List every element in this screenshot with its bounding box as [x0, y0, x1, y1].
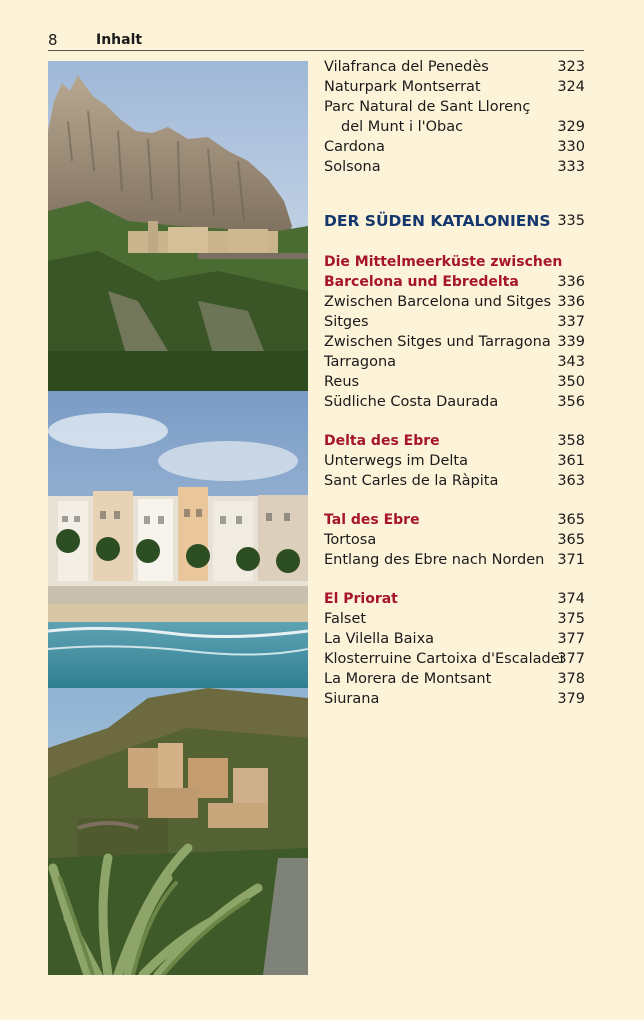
toc-entry[interactable]: Tortosa 365 — [324, 532, 585, 548]
toc-entry[interactable]: Siurana 379 — [324, 691, 585, 707]
toc-entry[interactable]: Falset 375 — [324, 611, 585, 627]
toc-entry[interactable]: Südliche Costa Daurada 356 — [324, 394, 585, 410]
table-of-contents — [324, 57, 585, 709]
toc-entry[interactable]: Cardona 330 — [324, 139, 585, 155]
toc-section-heading[interactable]: Barcelona und Ebredelta 336 — [324, 274, 585, 290]
toc-entry[interactable]: Tarragona 343 — [324, 354, 585, 370]
toc-section-heading[interactable]: Die Mittelmeerküste zwischen — [324, 254, 563, 270]
toc-section-heading[interactable]: Delta des Ebre 358 — [324, 433, 585, 449]
toc-section-heading[interactable]: El Priorat 374 — [324, 591, 585, 607]
toc-entry[interactable]: Parc Natural de Sant Llorenç — [324, 99, 531, 115]
running-head-title: Inhalt — [96, 32, 143, 48]
toc-entry[interactable]: La Vilella Baixa 377 — [324, 631, 585, 647]
toc-entry[interactable]: Reus 350 — [324, 374, 585, 390]
toc-entry[interactable]: Sant Carles de la Ràpita 363 — [324, 473, 585, 489]
toc-entry[interactable]: Unterwegs im Delta 361 — [324, 453, 585, 469]
running-header — [48, 31, 584, 51]
toc-entry[interactable]: Vilafranca del Penedès 323 — [324, 59, 585, 75]
toc-entry[interactable]: Klosterruine Cartoixa d'Escaladei 377 — [324, 651, 585, 667]
photo-montserrat — [48, 61, 308, 391]
toc-entry[interactable]: La Morera de Montsant 378 — [324, 671, 585, 687]
photo-siurana — [48, 688, 308, 975]
toc-entry[interactable]: Entlang des Ebre nach Norden 371 — [324, 552, 585, 568]
toc-entry[interactable]: del Munt i l'Obac 329 — [341, 119, 585, 135]
toc-entry[interactable]: Zwischen Sitges und Tarragona 339 — [324, 334, 585, 350]
toc-entry[interactable]: Sitges 337 — [324, 314, 585, 330]
page-number: 8 — [48, 31, 58, 49]
toc-entry[interactable]: Solsona 333 — [324, 159, 585, 175]
toc-section-heading[interactable]: Tal des Ebre 365 — [324, 512, 585, 528]
toc-chapter-heading[interactable]: DER SÜDEN KATALONIENS 335 — [324, 212, 585, 230]
toc-entry[interactable]: Zwischen Barcelona und Sitges 336 — [324, 294, 585, 310]
toc-entry[interactable]: Naturpark Montserrat 324 — [324, 79, 585, 95]
photo-sitges — [48, 391, 308, 688]
